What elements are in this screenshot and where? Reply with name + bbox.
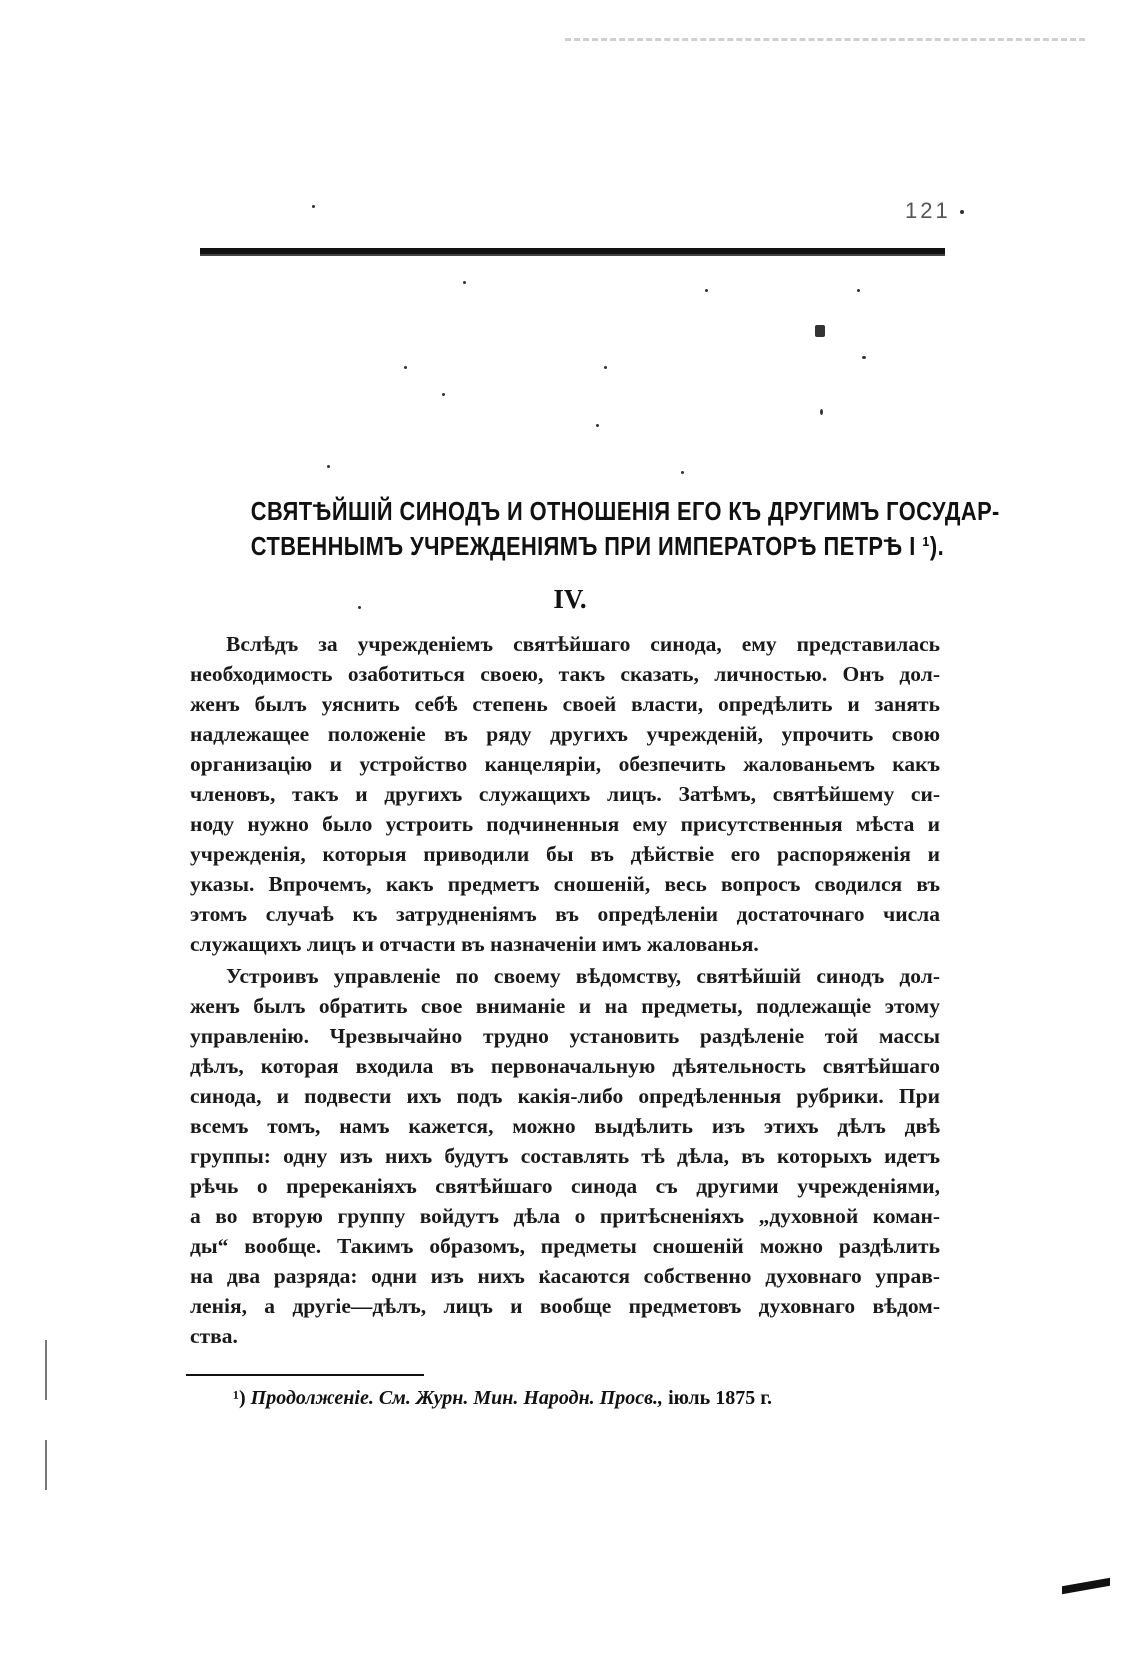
body-line: членовъ, такъ и другихъ служащихъ лицъ. Затѣмъ, святѣйшему си-	[190, 782, 940, 806]
article-title	[250, 494, 1000, 564]
scan-speck	[862, 356, 866, 359]
scan-speck	[312, 205, 315, 208]
body-line: Устроивъ управленіе по своему вѣдомству, святѣйшій синодъ дол-	[226, 964, 940, 988]
body-line: женъ былъ уяснить себѣ степень своей власти, опредѣлить и занять	[190, 692, 940, 716]
body-line: Вслѣдъ за учрежденіемъ святѣйшаго синода, ему представилась	[226, 632, 940, 656]
body-line: ноду нужно было устроить подчиненныя ему присутственныя мѣста и	[190, 812, 940, 836]
corner-scan-mark	[1062, 1578, 1110, 1594]
scan-speck	[820, 409, 823, 415]
body-line: рѣчь о пререканіяхъ святѣйшаго синода съ другими учрежденіями,	[190, 1174, 940, 1198]
scan-speck	[705, 289, 708, 292]
body-line: организацію и устройство канцеляріи, обезпечить жалованьемъ какъ	[190, 752, 940, 776]
scan-speck	[815, 325, 825, 337]
body-line: надлежащее положеніе въ ряду другихъ учрежденій, упрочить свою	[190, 722, 940, 746]
footnote-marker: ¹)	[233, 1387, 246, 1409]
body-line: женъ былъ обратить свое вниманіе и на предметы, подлежащіе этому	[190, 994, 940, 1018]
body-line: учрежденія, которыя приводили бы въ дѣйствіе его распоряженія и	[190, 842, 940, 866]
body-line: указы. Впрочемъ, какъ предметъ сношеній, весь вопросъ сводился въ	[190, 872, 940, 896]
margin-scan-line	[45, 1440, 47, 1490]
scan-speck	[604, 366, 607, 369]
scan-speck	[463, 281, 466, 284]
title-line: СТВЕННЫМЪ УЧРЕЖДЕНІЯМЪ ПРИ ИМПЕРАТОРѢ ПЕТРѢ I ¹).	[250, 531, 945, 561]
body-line: синода, и подвести ихъ подъ какія-либо опредѣленныя рубрики. При	[190, 1084, 940, 1108]
scan-speck	[327, 465, 330, 468]
scan-speck	[442, 393, 445, 396]
body-line: дѣлъ, которая входила въ первоначальную дѣятельность святѣйшаго	[190, 1054, 940, 1078]
scan-speck	[358, 606, 361, 609]
body-line: на два разряда: одни изъ нихъ касаются собственно духовнаго управ-	[190, 1264, 940, 1288]
scan-speck	[596, 424, 599, 427]
scan-speck	[857, 289, 860, 292]
top-dashed-rule	[565, 38, 1085, 44]
body-line: ства.	[190, 1324, 238, 1348]
body-line: служащихъ лицъ и отчасти въ назначеніи имъ жалованья.	[190, 932, 759, 956]
scan-speck	[404, 366, 407, 369]
page-number: 121	[905, 198, 951, 223]
body-line: группы: одну изъ нихъ будутъ составлять тѣ дѣла, въ которыхъ идетъ	[190, 1144, 940, 1168]
title-line: СВЯТѢЙШІЙ СИНОДЪ И ОТНОШЕНІЯ ЕГО КЪ ДРУГИМЪ ГОСУДАР-	[250, 496, 1000, 526]
margin-scan-line	[45, 1340, 47, 1400]
footnote-citation: Продолженіе. См. Журн. Мин. Народн. Просв.,	[250, 1387, 664, 1409]
footnote-rule	[186, 1374, 424, 1376]
body-line: ленія, а другіе—дѣлъ, лицъ и вообще предметовъ духовнаго вѣдом-	[190, 1294, 940, 1318]
section-numeral: IV.	[553, 584, 587, 614]
body-line: а во вторую группу войдутъ дѣла о притѣсненіяхъ „духовной коман-	[190, 1204, 940, 1228]
body-line: управленію. Чрезвычайно трудно установить раздѣленіе той массы	[190, 1024, 940, 1048]
body-line: необходимость озаботиться своею, такъ сказать, личностью. Онъ дол-	[190, 662, 940, 686]
scan-speck	[681, 471, 684, 474]
footnote-date: іюль 1875 г.	[668, 1387, 773, 1409]
body-line: ды“ вообще. Такимъ образомъ, предметы сношеній можно раздѣлить	[190, 1234, 940, 1258]
body-line: этомъ случаѣ къ затрудненіямъ въ опредѣленіи достаточнаго числа	[190, 902, 940, 926]
footnote	[233, 1384, 772, 1412]
scan-speck	[960, 210, 964, 214]
body-line: всемъ томъ, намъ кажется, можно выдѣлить изъ этихъ дѣлъ двѣ	[190, 1114, 940, 1138]
header-rule	[200, 248, 945, 256]
